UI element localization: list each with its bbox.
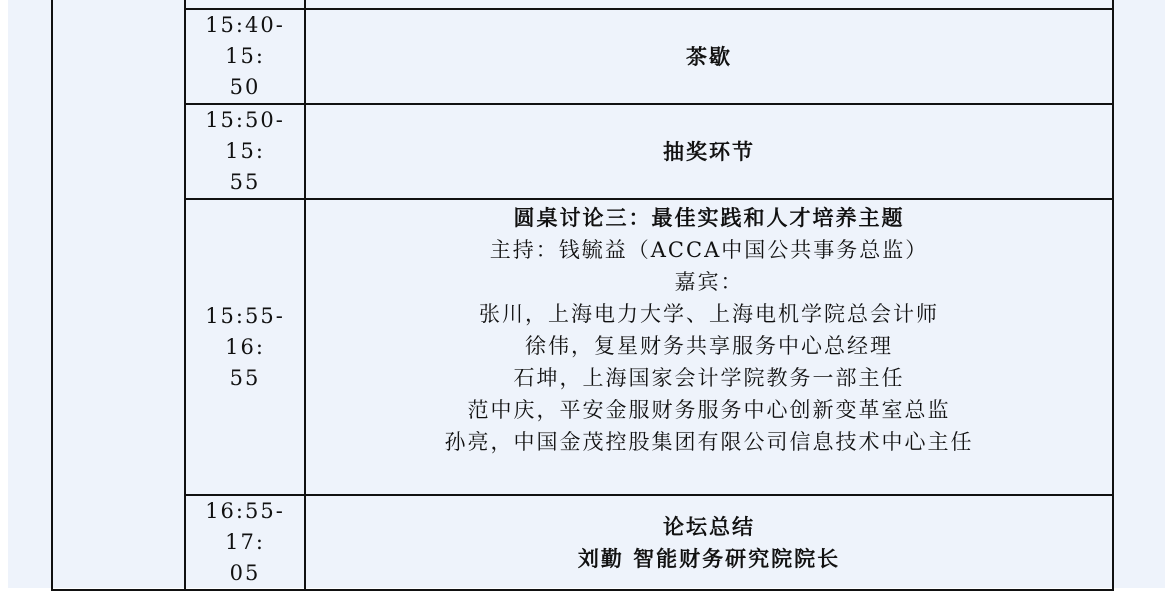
date-cell xyxy=(52,0,185,590)
agenda-table xyxy=(51,0,1114,591)
table-row xyxy=(52,495,1113,590)
time-end: 55 xyxy=(229,365,261,390)
session-cell xyxy=(305,0,1113,9)
time-start: 16:55-17: xyxy=(205,499,285,554)
time-start: 15:55-16: xyxy=(205,303,285,359)
guest-item: 石坤，上海国家会计学院教务一部主任 xyxy=(513,366,905,390)
session-cell xyxy=(305,199,1113,495)
guest-item: 孙亮，中国金茂控股集团有限公司信息技术中心主任 xyxy=(444,430,974,454)
session-title: 论坛总结 xyxy=(663,513,755,539)
session-cell xyxy=(305,9,1113,104)
time-end: 05 xyxy=(229,561,261,585)
time-start: 15:50-15: xyxy=(205,108,285,163)
time-cell xyxy=(185,495,305,590)
session-title: 茶歇 xyxy=(686,44,732,69)
session-cell xyxy=(305,495,1113,590)
time-end: 55 xyxy=(229,170,261,194)
guest-item: 范中庆，平安金服财务服务中心创新变革室总监 xyxy=(467,398,951,422)
session-host: 主持：钱毓益（ACCA中国公共事务总监） xyxy=(489,238,929,262)
time-end: 50 xyxy=(229,75,261,99)
table-row xyxy=(52,199,1113,495)
time-cell xyxy=(185,104,305,199)
session-cell xyxy=(305,104,1113,199)
time-cell xyxy=(185,0,305,9)
time-start: 15:40-15: xyxy=(205,13,285,68)
guest-item: 徐伟，复星财务共享服务中心总经理 xyxy=(525,334,893,358)
guest-item: 张川，上海电力大学、上海电机学院总会计师 xyxy=(479,302,939,326)
table-row xyxy=(52,104,1113,199)
time-cell xyxy=(185,9,305,104)
session-title: 圆桌讨论三：最佳实践和人才培养主题 xyxy=(513,205,905,230)
session-title: 抽奖环节 xyxy=(663,139,755,164)
table-row xyxy=(52,9,1113,104)
session-speaker: 刘勤 智能财务研究院院长 xyxy=(577,545,841,571)
time-cell xyxy=(185,199,305,495)
guests-label: 嘉宾： xyxy=(674,270,744,294)
table-row xyxy=(52,0,1113,9)
